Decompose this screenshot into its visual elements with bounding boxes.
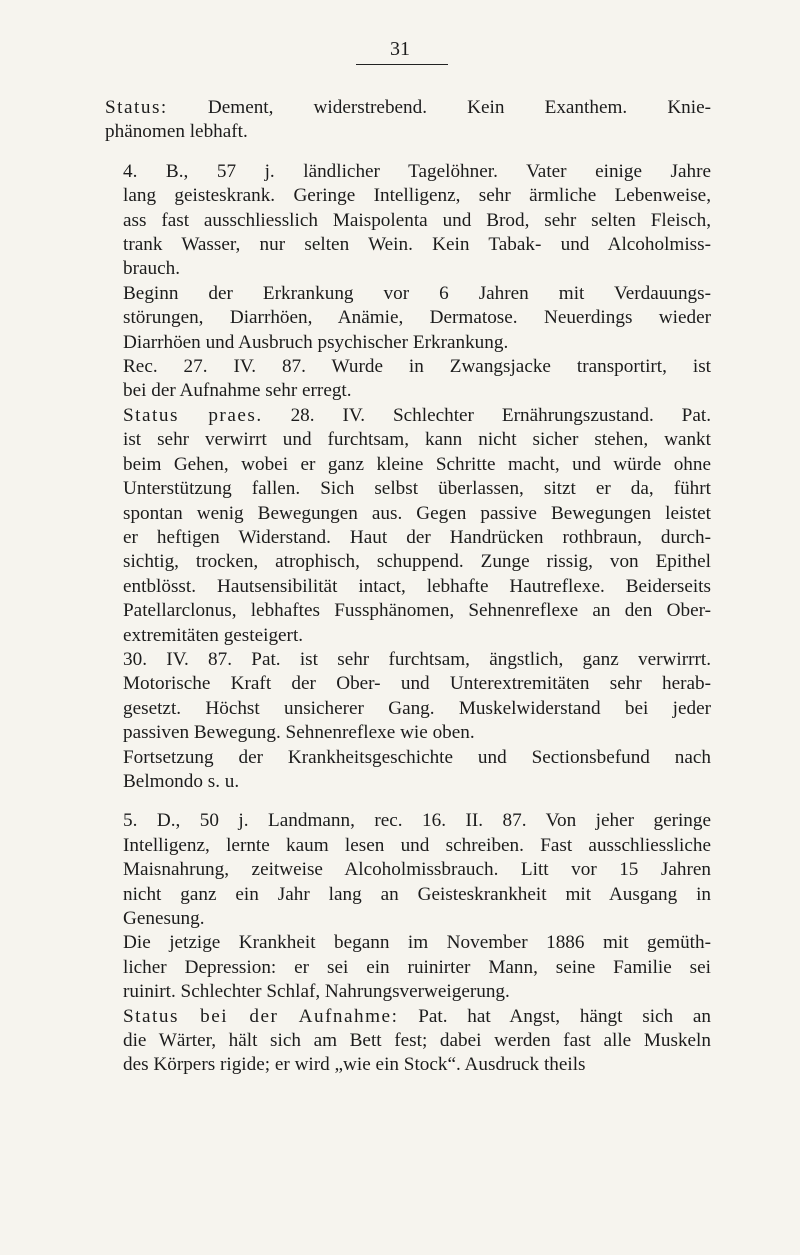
text-line: spontan wenig Bewegungen aus. Gegen passive Bewegungen leistet bbox=[123, 502, 711, 524]
text-line: bei der Aufnahme sehr erregt. bbox=[123, 380, 352, 402]
text-line: Status praes. 28. IV. Schlechter Ernährungszustand. Pat. bbox=[123, 404, 711, 426]
text-line: Genesung. bbox=[123, 908, 205, 929]
paragraph bbox=[105, 1005, 711, 1078]
body-text bbox=[105, 96, 711, 1078]
text-line: extremitäten gesteigert. bbox=[123, 624, 304, 646]
paragraph bbox=[105, 809, 711, 931]
text-line: er heftigen Widerstand. Haut der Handrücken rothbraun, durch- bbox=[123, 526, 711, 548]
paragraph bbox=[105, 931, 711, 1004]
text-line: Unterstützung fallen. Sich selbst überlassen, sitzt er da, führt bbox=[123, 478, 711, 500]
text-line: passiven Bewegung. Sehnenreflexe wie oben. bbox=[123, 722, 475, 744]
text-line: entblösst. Hautsensibilität intact, lebhafte Hautreflexe. Beiderseits bbox=[123, 575, 711, 597]
text-line: Maisnahrung, zeitweise Alcoholmissbrauch. Litt vor 15 Jahren bbox=[123, 859, 711, 881]
paragraph bbox=[105, 746, 711, 795]
text-line: beim Gehen, wobei er ganz kleine Schritte macht, und würde ohne bbox=[123, 453, 711, 475]
text-line: ass fast ausschliesslich Maispolenta und Brod, sehr selten Fleisch, bbox=[123, 209, 711, 231]
page-number-rule bbox=[356, 64, 448, 65]
paragraph bbox=[105, 648, 711, 746]
text-line: ruinirt. Schlechter Schlaf, Nahrungsverweigerung. bbox=[123, 981, 510, 1003]
text-line: Status bei der Aufnahme: Pat. hat Angst, hängt sich an bbox=[123, 1005, 712, 1027]
text-line: gesetzt. Höchst unsicherer Gang. Muskelwiderstand bei jeder bbox=[123, 697, 711, 719]
text-line: des Körpers rigide; er wird „wie ein Stock“. Ausdruck theils bbox=[123, 1054, 586, 1076]
text-line: Fortsetzung der Krankheitsgeschichte und Sectionsbefund nach bbox=[123, 746, 711, 768]
text-line: Motorische Kraft der Ober- und Unterextremitäten sehr herab- bbox=[123, 673, 711, 695]
paragraph-lead: Status praes. bbox=[123, 404, 263, 426]
text-line: phänomen lebhaft. bbox=[105, 121, 248, 143]
paragraph bbox=[105, 404, 711, 648]
text-line: brauch. bbox=[123, 258, 181, 280]
text-line: Diarrhöen und Ausbruch psychischer Erkrankung. bbox=[123, 331, 509, 353]
text-line: Beginn der Erkrankung vor 6 Jahren mit Verdauungs- bbox=[123, 282, 711, 304]
text-line: sichtig, trocken, atrophisch, schuppend. Zunge rissig, von Epithel bbox=[123, 551, 711, 573]
text-line: Belmondo s. u. bbox=[123, 770, 240, 792]
text-line: Die jetzige Krankheit begann im November 1886 mit gemüth- bbox=[123, 932, 711, 954]
text-line: licher Depression: er sei ein ruinirter Mann, seine Familie sei bbox=[123, 956, 711, 978]
page-number: 31 bbox=[390, 38, 410, 60]
text-line: 5. D., 50 j. Landmann, rec. 16. II. 87. Von jeher geringe bbox=[123, 810, 712, 832]
paragraph-lead: Status: bbox=[105, 97, 168, 118]
text-line: die Wärter, hält sich am Bett fest; dabei werden fast alle Muskeln bbox=[123, 1030, 711, 1052]
paragraph bbox=[105, 96, 711, 145]
paragraph-lead: 5. D., 50 j. bbox=[123, 810, 249, 832]
text-line: lang geisteskrank. Geringe Intelligenz, sehr ärmliche Lebenweise, bbox=[123, 185, 711, 207]
paragraph-lead: Status bei der Aufnahme: bbox=[123, 1005, 399, 1027]
paragraph bbox=[105, 355, 711, 404]
text-line: 4. B., 57 j. ländlicher Tagelöhner. Vater einige Jahre bbox=[123, 160, 711, 182]
text-line: nicht ganz ein Jahr lang an Geisteskrankheit mit Ausgang in bbox=[123, 883, 711, 905]
text-line: Rec. 27. IV. 87. Wurde in Zwangsjacke transportirt, ist bbox=[123, 356, 711, 378]
text-line: trank Wasser, nur selten Wein. Kein Tabak- und Alcoholmiss- bbox=[123, 234, 711, 256]
text-line: Intelligenz, lernte kaum lesen und schreiben. Fast ausschliessliche bbox=[123, 834, 711, 856]
paragraph-lead: 4. B., 57 j. bbox=[123, 160, 275, 182]
text-line: ist sehr verwirrt und furchtsam, kann nicht sicher stehen, wankt bbox=[123, 429, 711, 451]
paragraph bbox=[105, 282, 711, 355]
text-line: Status: Dement, widerstrebend. Kein Exanthem. Knie- bbox=[105, 97, 712, 118]
text-line: 30. IV. 87. Pat. ist sehr furchtsam, ängstlich, ganz verwirrrt. bbox=[123, 648, 711, 670]
text-line: störungen, Diarrhöen, Anämie, Dermatose. Neuerdings wieder bbox=[123, 307, 711, 329]
paragraph bbox=[105, 160, 711, 282]
text-line: Patellarclonus, lebhaftes Fussphänomen, Sehnenreflexe an den Ober- bbox=[123, 600, 711, 622]
